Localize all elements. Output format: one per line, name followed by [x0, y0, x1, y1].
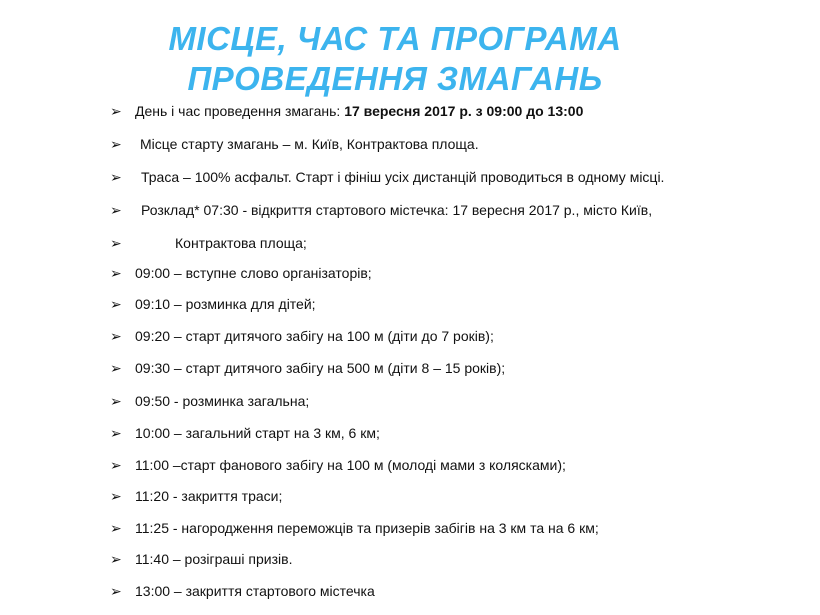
arrow-bullet-icon: ➢: [110, 328, 122, 344]
arrow-bullet-icon: ➢: [110, 136, 122, 152]
arrow-bullet-icon: ➢: [110, 425, 122, 441]
list-item-text: 09:30 – старт дитячого забігу на 500 м (діти 8 – 15 років);: [135, 360, 506, 376]
list-item-text: 09:10 – розминка для дітей;: [135, 296, 316, 312]
list-item-text: 09:50 - розминка загальна;: [135, 393, 310, 409]
list-item-text: 10:00 – загальний старт на 3 км, 6 км;: [135, 425, 380, 441]
list-item-text: Розклад* 07:30 - відкриття стартового містечка: 17 вересня 2017 р., місто Київ,: [141, 202, 653, 218]
arrow-bullet-icon: ➢: [110, 393, 122, 409]
list-item-text: Траса – 100% асфальт. Старт і фініш усіх дистанцій проводиться в одному місці.: [141, 169, 665, 185]
arrow-bullet-icon: ➢: [110, 360, 122, 376]
list-item-text: 11:00 –старт фанового забігу на 100 м (молоді мами з колясками);: [135, 457, 566, 473]
list-item-text: 09:20 – старт дитячого забігу на 100 м (діти до 7 років);: [135, 328, 494, 344]
arrow-bullet-icon: ➢: [110, 296, 122, 312]
arrow-bullet-icon: ➢: [110, 235, 122, 251]
arrow-bullet-icon: ➢: [110, 202, 122, 218]
arrow-bullet-icon: ➢: [110, 265, 122, 281]
list-item-text: 09:00 – вступне слово організаторів;: [135, 265, 372, 281]
arrow-bullet-icon: ➢: [110, 520, 122, 536]
arrow-bullet-icon: ➢: [110, 169, 122, 185]
arrow-bullet-icon: ➢: [110, 457, 122, 473]
arrow-bullet-icon: ➢: [110, 551, 122, 567]
list-item-text: Контрактова площа;: [175, 235, 307, 251]
list-item-text: 11:20 - закриття траси;: [135, 488, 283, 504]
arrow-bullet-icon: ➢: [110, 488, 122, 504]
list-item-text: Місце старту змагань – м. Київ, Контрактова площа.: [140, 136, 479, 152]
page-title-line-1: МІСЦЕ, ЧАС ТА ПРОГРАМА: [168, 20, 622, 57]
arrow-bullet-icon: ➢: [110, 583, 122, 599]
list-item-text: 11:40 – розіграші призів.: [135, 551, 293, 567]
list-item-date-bold: 17 вересня 2017 р. з 09:00 до 13:00: [344, 103, 584, 119]
arrow-bullet-icon: ➢: [110, 103, 122, 119]
page-title-line-2: ПРОВЕДЕННЯ ЗМАГАНЬ: [187, 60, 603, 97]
list-item-text: День і час проведення змагань:: [135, 103, 345, 119]
list-item-text: 13:00 – закриття стартового містечка: [135, 583, 375, 599]
list-item-text: 11:25 - нагородження переможців та призерів забігів на 3 км та на 6 км;: [135, 520, 599, 536]
